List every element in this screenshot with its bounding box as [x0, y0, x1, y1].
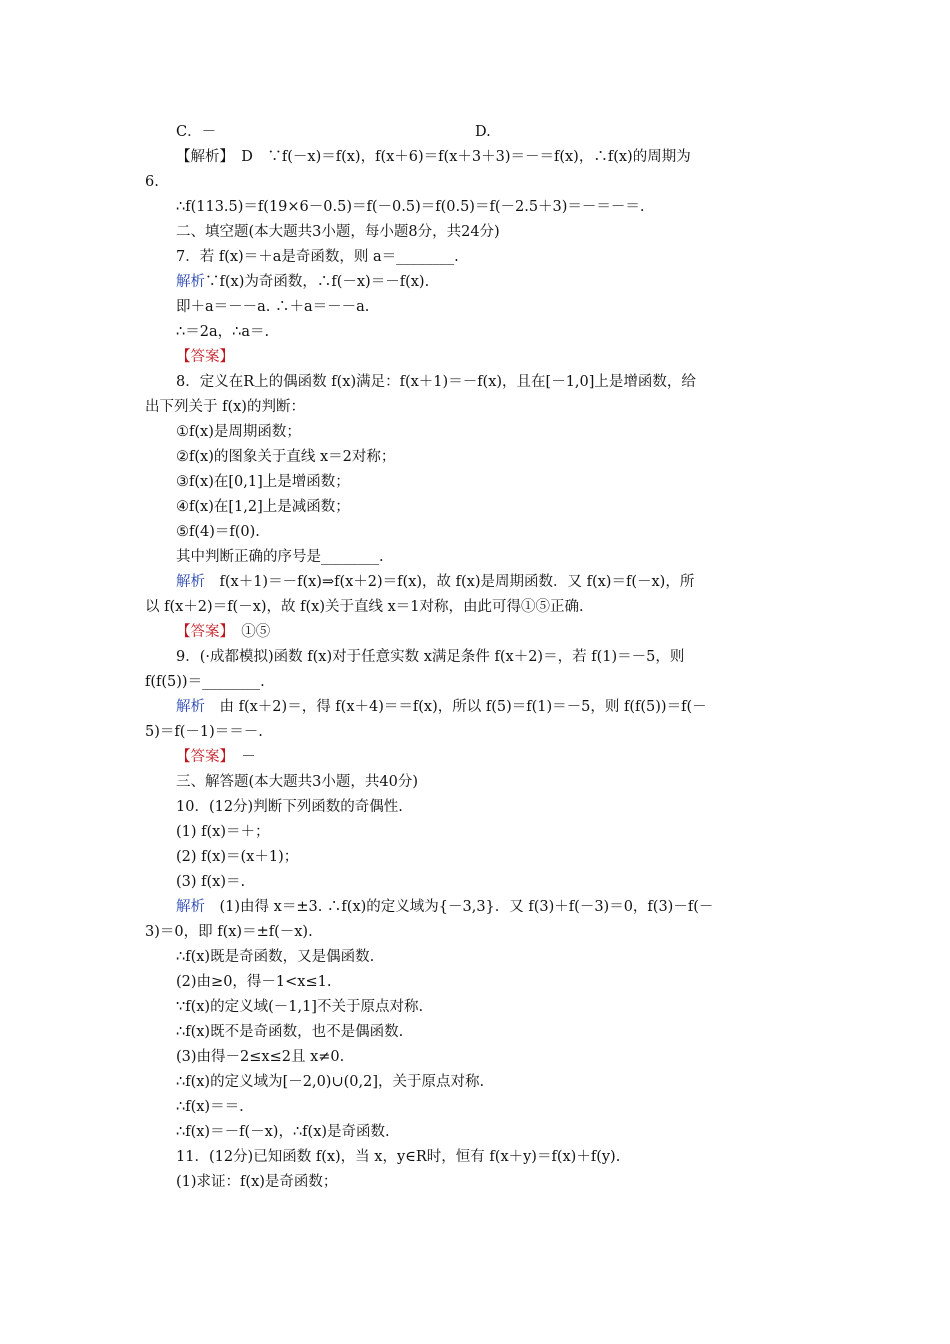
text-line: [176, 622, 270, 642]
line-text: 三、解答题(本大题共3小题，共40分): [176, 774, 418, 790]
text-line: [176, 1122, 390, 1142]
line-label: 解析: [176, 699, 205, 715]
line-text: 即＋a＝－－a. ∴＋a＝－－a.: [176, 299, 370, 315]
text-line: [176, 422, 301, 442]
text-line: [176, 472, 350, 492]
text-line: [176, 247, 459, 267]
text-line: [176, 947, 374, 967]
text-line: [176, 197, 645, 217]
line-text: 二、填空题(本大题共3小题，每小题8分，共24分): [176, 224, 500, 240]
text-line: [176, 547, 384, 567]
text-line: [176, 897, 713, 917]
line-text: 7．若 f(x)＝＋a是奇函数，则 a＝________.: [176, 249, 459, 265]
text-line: [176, 372, 696, 392]
line-text: ⑤f(4)＝f(0).: [176, 524, 260, 540]
text-line: [176, 347, 234, 367]
text-line: [176, 847, 298, 867]
option-d: D.: [475, 124, 491, 140]
line-text: ④f(x)在[1,2]上是减函数；: [176, 499, 350, 515]
text-line: [176, 322, 269, 342]
line-text: ∴＝2a，∴a＝.: [176, 324, 270, 340]
text-line: [176, 272, 429, 292]
line-text: 8．定义在R上的偶函数 f(x)满足：f(x＋1)＝－f(x)，且在[－1,0]上是增函数，给: [176, 374, 696, 390]
text-line: [176, 147, 691, 167]
line-text: ∴f(x)＝＝.: [176, 1099, 244, 1115]
line-text: (3)由得－2≤x≤2且 x≠0.: [176, 1049, 345, 1065]
line-label: 【答案】: [176, 349, 234, 365]
text-line: [145, 172, 159, 192]
text-line: [176, 497, 350, 517]
line-text: 【解析】 D ∵f(－x)＝f(x)，f(x＋6)＝f(x＋3＋3)＝－＝f(x)，∴f(x)的周期为: [176, 149, 691, 165]
line-text: ①f(x)是周期函数；: [176, 424, 301, 440]
text-line: [176, 1047, 344, 1067]
line-text: f(x＋1)＝－f(x)⇒f(x＋2)＝f(x)，故 f(x)是周期函数．又 f(x)＝f(－x)，所: [205, 574, 695, 590]
text-line: [176, 122, 216, 142]
text-line: [176, 647, 684, 667]
line-label: 【答案】: [176, 624, 227, 640]
text-line: [176, 1022, 403, 1042]
text-line: [176, 447, 395, 467]
line-text: ∴f(x)的定义域为[－2,0)∪(0,2]，关于原点对称.: [176, 1074, 485, 1090]
line-label: 解析: [176, 899, 205, 915]
line-text: 11．(12分)已知函数 f(x)，当 x，y∈R时，恒有 f(x＋y)＝f(x)＋f(y).: [176, 1149, 621, 1165]
text-line: [145, 922, 313, 942]
line-text: 出下列关于 f(x)的判断：: [145, 399, 305, 415]
line-text: (2) f(x)＝(x＋1)；: [176, 849, 299, 865]
line-text: f(f(5))＝________.: [145, 674, 265, 690]
text-line: [176, 1172, 337, 1192]
line-label: 【答案】: [176, 749, 227, 765]
text-line: [176, 772, 418, 792]
line-text: 6.: [145, 174, 159, 190]
text-line: [176, 747, 256, 767]
line-text: ∵f(x)为奇函数，∴f(－x)＝－f(x).: [205, 274, 430, 290]
line-text: ∴f(113.5)＝f(19×6－0.5)＝f(－0.5)＝f(0.5)＝f(－2.5＋3)＝－＝－＝.: [176, 199, 645, 215]
line-text: (1)求证：f(x)是奇函数；: [176, 1174, 338, 1190]
text-line: [176, 822, 270, 842]
line-text: －: [226, 749, 256, 765]
text-line: [176, 797, 403, 817]
line-text: C．－: [176, 124, 217, 140]
line-text: 其中判断正确的序号是________.: [176, 549, 384, 565]
text-line: [145, 672, 265, 692]
text-line: [145, 597, 584, 617]
text-line: [176, 297, 369, 317]
text-line: [176, 572, 694, 592]
text-line: [145, 722, 263, 742]
line-text: 9．(·成都模拟)函数 f(x)对于任意实数 x满足条件 f(x＋2)＝，若 f(1)＝－5，则: [176, 649, 685, 665]
line-text: (1) f(x)＝＋；: [176, 824, 270, 840]
line-text: (3) f(x)＝.: [176, 874, 246, 890]
line-text: (1)由得 x＝±3. ∴f(x)的定义域为{－3,3}．又 f(3)＋f(－3)＝0，f(3)－f(－: [205, 899, 714, 915]
text-line: [176, 872, 245, 892]
line-text: ∴f(x)既是奇函数，又是偶函数.: [176, 949, 375, 965]
text-line: [176, 1097, 244, 1117]
line-text: 5)＝f(－1)＝＝－.: [145, 724, 263, 740]
line-text: ①⑤: [226, 624, 271, 640]
text-line: [176, 697, 707, 717]
line-text: 以 f(x＋2)＝f(－x)，故 f(x)关于直线 x＝1对称，由此可得①⑤正确.: [145, 599, 584, 615]
line-text: 10．(12分)判断下列函数的奇偶性.: [176, 799, 403, 815]
line-text: ∴f(x)＝－f(－x)，∴f(x)是奇函数.: [176, 1124, 390, 1140]
line-text: 由 f(x＋2)＝，得 f(x＋4)＝＝f(x)，所以 f(5)＝f(1)＝－5，则 f(f(5))＝f(－: [205, 699, 707, 715]
text-line: [176, 222, 500, 242]
line-text: ②f(x)的图象关于直线 x＝2对称；: [176, 449, 396, 465]
text-line: [176, 1072, 484, 1092]
text-line: [176, 997, 423, 1017]
text-line: [145, 397, 305, 417]
line-text: ∵f(x)的定义域(－1,1]不关于原点对称.: [176, 999, 424, 1015]
line-text: 3)＝0，即 f(x)＝±f(－x).: [145, 924, 313, 940]
text-line: [176, 1147, 620, 1167]
text-line: [176, 972, 331, 992]
line-text: (2)由≥0，得－1<x≤1.: [176, 974, 332, 990]
line-text: ∴f(x)既不是奇函数，也不是偶函数.: [176, 1024, 404, 1040]
line-label: 解析: [176, 274, 205, 290]
text-line: [176, 522, 260, 542]
line-label: 解析: [176, 574, 205, 590]
line-text: ③f(x)在[0,1]上是增函数；: [176, 474, 350, 490]
